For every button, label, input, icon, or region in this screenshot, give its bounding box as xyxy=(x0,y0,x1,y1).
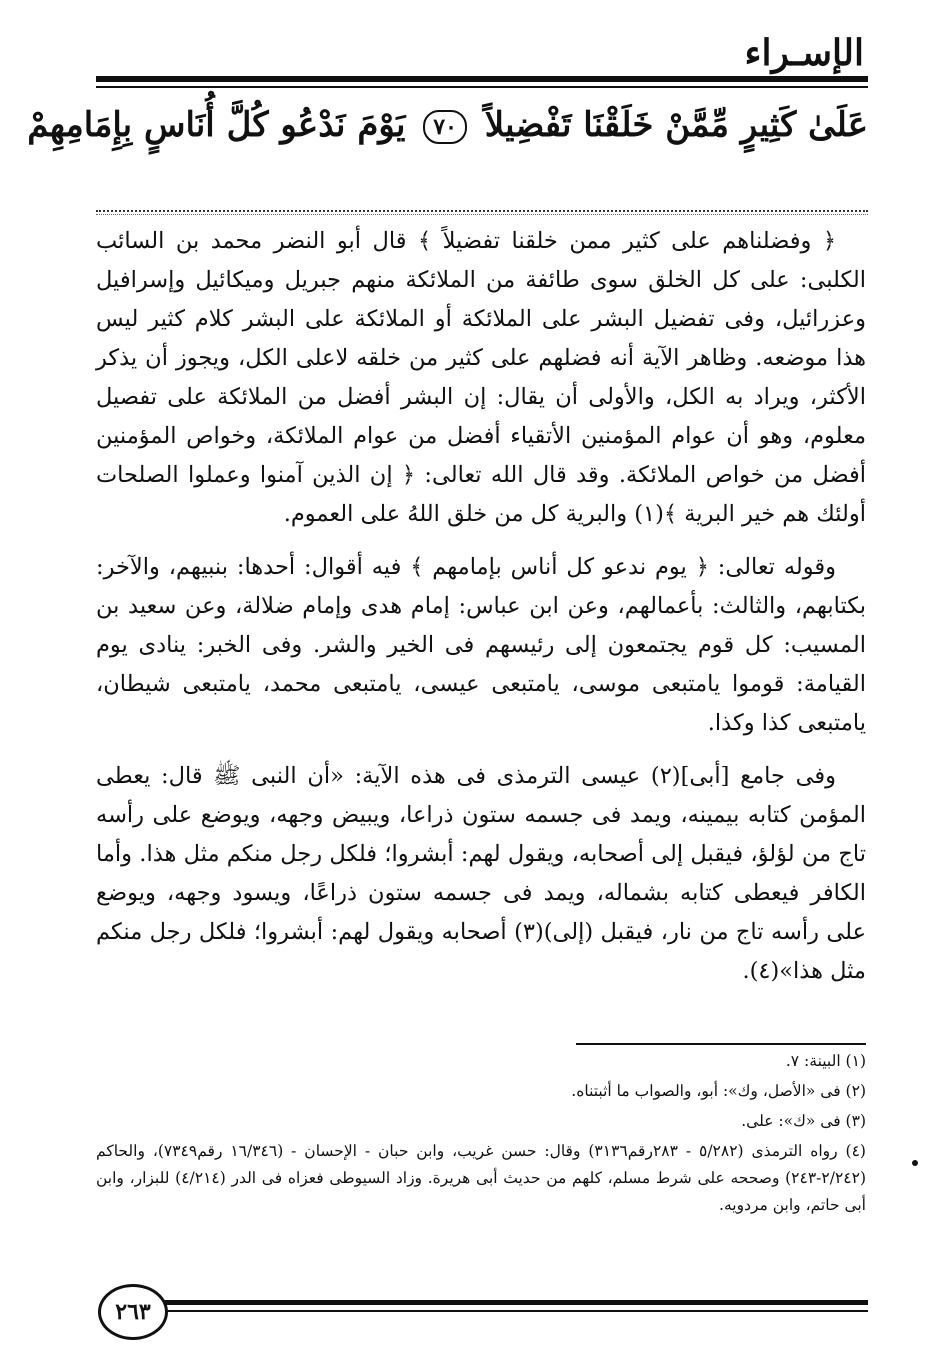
paragraph-1: ﴿ وفضلناهم على كثير ممن خلقنا تفضيلاً ﴾ قال أبو النضر محمد بن السائب الكلبى: على كل الخلق سوى طائفة من الملائكة منهم جبريل وميكائيل وإسرافيل وعزرائيل، وفى تفضيل البشر على الملائكة أو الملائكة على البشر كلام كثير ليس هذا موضعه. وظاهر الآية أنه فضلهم على كثير من خلقه لاعلى الكل، ويجوز أن يذكر الأكثر، ويراد به الكل، والأولى أن يقال: إن البشر أفضل من الملائكة على تفصيل معلوم، وهو أن عوام المؤمنين الأتقياء أفضل من عوام الملائكة، وخواص المؤمنين أفضل من خواص الملائكة. وقد قال الله تعالى: ﴿ إن الذين آمنوا وعملوا الصلحات أولئك هم خير البرية ﴾(١) والبرية كل من خلق اللهُ على العموم. xyxy=(96,228,866,527)
margin-dot xyxy=(912,1160,918,1166)
footnote-separator xyxy=(576,1043,866,1045)
verse-number-marker xyxy=(423,110,467,144)
verse-number: ٧٠ xyxy=(433,114,457,140)
footnote-4: (٤) رواه الترمذى (٥/٢٨٢ - ٢٨٣رقم٣١٣٦) وقال: حسن غريب، وابن حبان - الإحسان - (١٦/٣٤٦ رقم٧٣٤٩)، والحاكم (٢/٢٤٢-٢٤٣) وصححه على شرط مسلم، كلهم من حديث أبى هريرة. وزاد السيوطى فعزاه فى الدر (٤/٢١٤) للبزار، وابن أبى حاتم، وابن مردويه. xyxy=(96,1142,866,1214)
footnote-1: (١) البينة: ٧. xyxy=(785,1052,866,1070)
verse-text-left: يَوْمَ نَدْعُو كُلَّ أُنَاسٍ بِإِمَامِهِمْ xyxy=(27,105,406,145)
header-rule xyxy=(96,76,868,82)
footnote-3: (٣) فى «ك»: على. xyxy=(741,1112,866,1130)
page-number-badge xyxy=(98,1284,168,1340)
quran-verse-line xyxy=(27,96,868,154)
commentary-body xyxy=(96,222,866,1005)
paragraph-3: وفى جامع [أبى](٢) عيسى الترمذى فى هذه الآية: «أن النبى ﷺ قال: يعطى المؤمن كتابه بيمينه، ويمد فى جسمه ستون ذراعا، ويبيض وجهه، ويوضع على رأسه تاج من لؤلؤ، فيقبل إلى أصحابه، ويقول لهم: أبشروا؛ فلكل رجل منكم مثل هذا. وأما الكافر فيعطى كتابه بشماله، ويمد فى جسمه ستون ذراعًا، ويسود وجهه، ويوضع على رأسه تاج من نار، فيقبل (إلى)(٣) أصحابه ويقول لهم: أبشروا؛ فلكل رجل منكم مثل هذا»(٤). xyxy=(96,763,866,984)
dotted-divider-2 xyxy=(96,214,868,215)
footnotes xyxy=(96,1048,866,1222)
footnote-2: (٢) فى «الأصل، وك»: أبو، والصواب ما أثبتناه. xyxy=(571,1082,866,1100)
footer-rule xyxy=(162,1300,868,1305)
dotted-divider xyxy=(96,210,868,212)
page-number: ٢٦٣ xyxy=(115,1299,151,1325)
verse-text-right: عَلَىٰ كَثِيرٍ مِّمَّنْ خَلَقْنَا تَفْضِيلاً xyxy=(484,105,868,145)
footer-rule-thin xyxy=(162,1310,868,1312)
paragraph-2: وقوله تعالى: ﴿ يوم ندعو كل أناس بإمامهم ﴾ فيه أقوال: أحدها: بنبيهم، والآخر: بكتابهم، والثالث: بأعمالهم، وعن ابن عباس: إمام هدى وإمام ضلالة، وعن سعيد بن المسيب: كل قوم يجتمعون إلى رئيسهم فى الخير والشر. وفى الخبر: ينادى يوم القيامة: قوموا يامتبعى موسى، يامتبعى عيسى، يامتبعى محمد، يامتبعى شيطان، يامتبعى كذا وكذا. xyxy=(96,554,866,736)
header-rule-thin xyxy=(96,86,868,88)
surah-title: الإسـراء xyxy=(744,32,864,74)
